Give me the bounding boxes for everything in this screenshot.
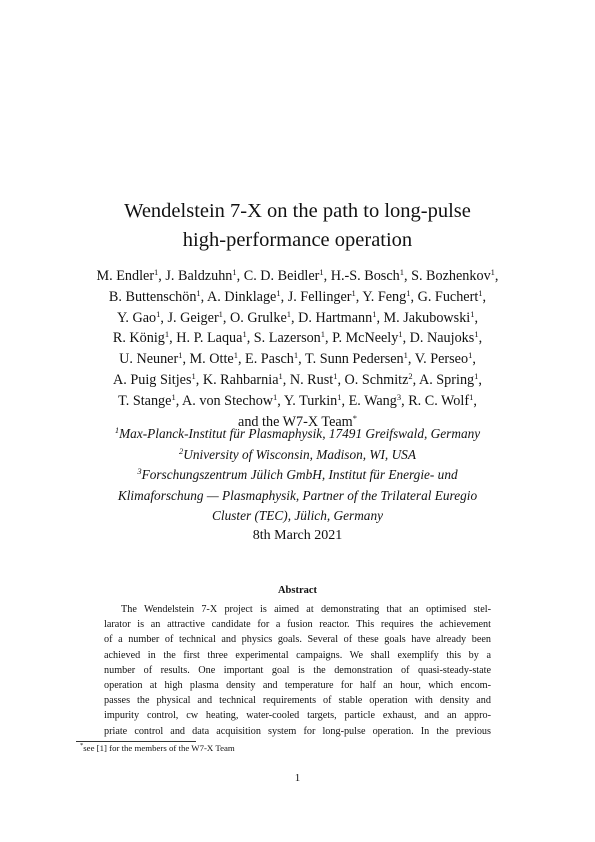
author-affiliation-marker: 1 — [242, 329, 247, 340]
author-affiliation-marker: 1 — [196, 287, 201, 298]
author-name: E. Wang — [348, 392, 397, 409]
author-affiliation-marker: 1 — [171, 391, 176, 402]
author-name: A. von Stechow — [182, 392, 274, 409]
author-name: N. Rust — [289, 371, 334, 388]
author-name: J. Geiger — [167, 309, 219, 326]
author-affiliation-marker: 1 — [178, 350, 183, 361]
author-name: Y. Turkin — [283, 392, 338, 409]
abstract-line: larator is an attractive candidate for a fusion reactor. This requires the achievement — [104, 619, 491, 631]
author-name: J. Fellinger — [287, 288, 352, 305]
author-affiliation-marker: 1 — [276, 287, 281, 298]
author-name: M. Otte — [189, 351, 234, 368]
author-name: J. Baldzuhn — [165, 268, 233, 284]
author-affiliation-marker: 1 — [278, 370, 283, 381]
author-affiliation-marker: 1 — [468, 350, 473, 361]
author-affiliation-marker: 3 — [396, 391, 402, 402]
author-name: Y. Feng — [362, 288, 407, 305]
author-affiliation-marker: 1 — [232, 267, 237, 277]
author-name: A. Dinklage — [206, 288, 277, 305]
author-affiliation-marker: 1 — [320, 329, 326, 340]
author-affiliation-marker: 1 — [474, 370, 479, 381]
author-name: B. Buttenschön — [108, 288, 197, 305]
abstract-line: The Wendelstein 7-X project is aimed at demonstrating that an optimised stel- — [121, 604, 491, 615]
author-name: C. D. Beidler — [243, 268, 320, 284]
author-name: S. Lazerson — [253, 330, 321, 347]
author-name: G. Fuchert — [417, 288, 479, 305]
author-affiliation-marker: 1 — [474, 329, 479, 340]
team-name: and the W7-X Team — [238, 413, 353, 430]
author-affiliation-marker: 1 — [333, 370, 338, 381]
author-affiliation-marker: 1 — [191, 370, 196, 381]
affiliation-marker: 1 — [114, 425, 120, 435]
team-marker: * — [352, 412, 357, 423]
author-affiliation-marker: 1 — [233, 350, 238, 361]
affiliation-line — [60, 486, 535, 507]
author-name: O. Schmitz — [344, 371, 409, 388]
author-name: H. P. Laqua — [176, 330, 243, 347]
author-affiliation-marker: 1 — [273, 391, 278, 402]
author-name: T. Stange — [118, 392, 172, 409]
affiliation-line — [60, 445, 535, 466]
title-line: high-performance operation — [182, 229, 413, 251]
author-affiliation-marker: 1 — [156, 308, 161, 319]
abstract-heading: Abstract — [277, 585, 318, 596]
affiliation-text: Cluster (TEC), Jülich, Germany — [212, 508, 383, 524]
abstract-line: impurity control, cw heating, water-cooled targets, particle exhaust, and an appro- — [104, 710, 491, 722]
author-affiliation-marker: 1 — [470, 308, 475, 319]
author-name: H.-S. Bosch — [330, 268, 400, 284]
author-affiliation-marker: 1 — [164, 329, 170, 340]
author-name: T. Sunn Pedersen — [305, 351, 404, 368]
affiliation-line — [60, 465, 535, 486]
abstract-line: of a number of technical and physics goals. Several of these goals have already been — [104, 634, 491, 646]
affiliation-marker: 2 — [179, 445, 184, 456]
affiliation-text: Forschungszentrum Jülich GmbH, Institut für Energie- und — [141, 467, 458, 483]
author-name: V. Perseo — [414, 351, 469, 368]
affiliation-marker: 3 — [137, 466, 142, 477]
author-affiliation-marker: 1 — [469, 391, 474, 402]
author-name: O. Grulke — [230, 309, 287, 326]
affiliation-text: Klimaforschung — Plasmaphysik, Partner of the Trilateral Euregio — [117, 487, 478, 503]
author-name: M. Endler — [96, 268, 155, 284]
author-line: T. Stange$^1$, A. von Stechow$^1$, Y. Turkin$^1$, E. Wang$^3$, R. C. Wolf$^1$, — [118, 391, 477, 409]
affiliation-text: Max-Planck-Institut für Plasmaphysik, 17491 Greifswald, Germany — [119, 426, 481, 441]
author-affiliation-marker: 1 — [286, 308, 292, 319]
author-line: A. Puig Sitjes$^1$, K. Rahbarnia$^1$, N. Rust$^1$, O. Schmitz$^2$, A. Spring$^1$, — [113, 370, 482, 388]
abstract-line: achieved in the first three experimental campaigns. We shall exemplify this by a — [104, 649, 491, 661]
author-affiliation-marker: 2 — [408, 370, 413, 381]
author-name: S. Bozhenkov — [411, 268, 491, 284]
author-line: R. König$^1$, H. P. Laqua$^1$, S. Lazerson$^1$, P. McNeely$^1$, D. Naujoks$^1$, — [112, 329, 483, 347]
abstract-line: operation at high plasma density and temperature for half an hour, which encom- — [104, 679, 491, 691]
author-affiliation-marker: 1 — [218, 308, 223, 319]
author-line: B. Buttenschön$^1$, A. Dinklage$^1$, J. Fellinger$^1$, Y. Feng$^1$, G. Fuchert$^1$, — [108, 287, 487, 305]
paper-title — [60, 197, 535, 255]
title-line: Wendelstein 7-X on the path to long-pulse — [124, 200, 471, 222]
publication-date: 8th March 2021 — [252, 528, 343, 543]
abstract-body — [104, 602, 491, 739]
affiliation-line — [60, 424, 535, 445]
affiliations — [60, 424, 535, 527]
author-line: U. Neuner$^1$, M. Otte$^1$, E. Pasch$^1$, T. Sunn Pedersen$^1$, V. Perseo$^1$, — [119, 350, 476, 368]
author-line: M. Endler$^1$, J. Baldzuhn$^1$, C. D. Beidler$^1$, H.-S. Bosch$^1$, S. Bozhenkov$^1$, — [96, 267, 499, 284]
author-name: D. Hartmann — [298, 309, 373, 326]
author-affiliation-marker: 1 — [399, 267, 404, 277]
author-affiliation-marker: 1 — [478, 287, 483, 298]
author-list — [50, 266, 545, 432]
author-affiliation-marker: 1 — [293, 350, 299, 361]
author-affiliation-marker: 1 — [337, 391, 342, 402]
author-name: P. McNeely — [332, 330, 399, 347]
footnote-marker: * — [80, 742, 84, 749]
author-affiliation-marker: 1 — [351, 287, 356, 298]
footnote-rule — [76, 741, 196, 742]
author-name: A. Spring — [418, 371, 475, 388]
author-name: R. König — [112, 330, 165, 347]
author-affiliation-marker: 1 — [372, 308, 377, 319]
author-name: M. Jakubowski — [383, 309, 471, 326]
abstract-line: priate control and data acquisition system for long-pulse operation. In the previous — [104, 725, 491, 737]
page-number: 1 — [294, 772, 301, 784]
author-affiliation-marker: 1 — [154, 267, 159, 277]
author-affiliation-marker: 1 — [406, 287, 411, 298]
author-name: Y. Gao — [116, 309, 157, 326]
author-name: U. Neuner — [119, 351, 179, 368]
affiliation-text: University of Wisconsin, Madison, WI, USA — [183, 446, 416, 462]
affiliation-line — [60, 506, 535, 527]
author-name: E. Pasch — [245, 351, 294, 368]
abstract-line: passes the physical and technical requirements of stable operation with density and — [104, 695, 491, 707]
author-name: A. Puig Sitjes — [113, 371, 192, 388]
author-affiliation-marker: 1 — [490, 267, 495, 277]
author-name: D. Naujoks — [409, 330, 475, 347]
author-name: R. C. Wolf — [408, 392, 470, 409]
author-affiliation-marker: 1 — [319, 267, 324, 277]
author-line: Y. Gao$^1$, J. Geiger$^1$, O. Grulke$^1$, D. Hartmann$^1$, M. Jakubowski$^1$, — [116, 308, 479, 326]
author-name: K. Rahbarnia — [202, 371, 279, 388]
author-affiliation-marker: 1 — [398, 329, 403, 340]
footnote — [80, 743, 235, 753]
abstract-line: number of results. One important goal is the demonstration of quasi-steady-state — [104, 664, 491, 676]
footnote-text: see [1] for the members of the W7-X Team — [83, 743, 235, 753]
author-affiliation-marker: 1 — [403, 350, 408, 361]
